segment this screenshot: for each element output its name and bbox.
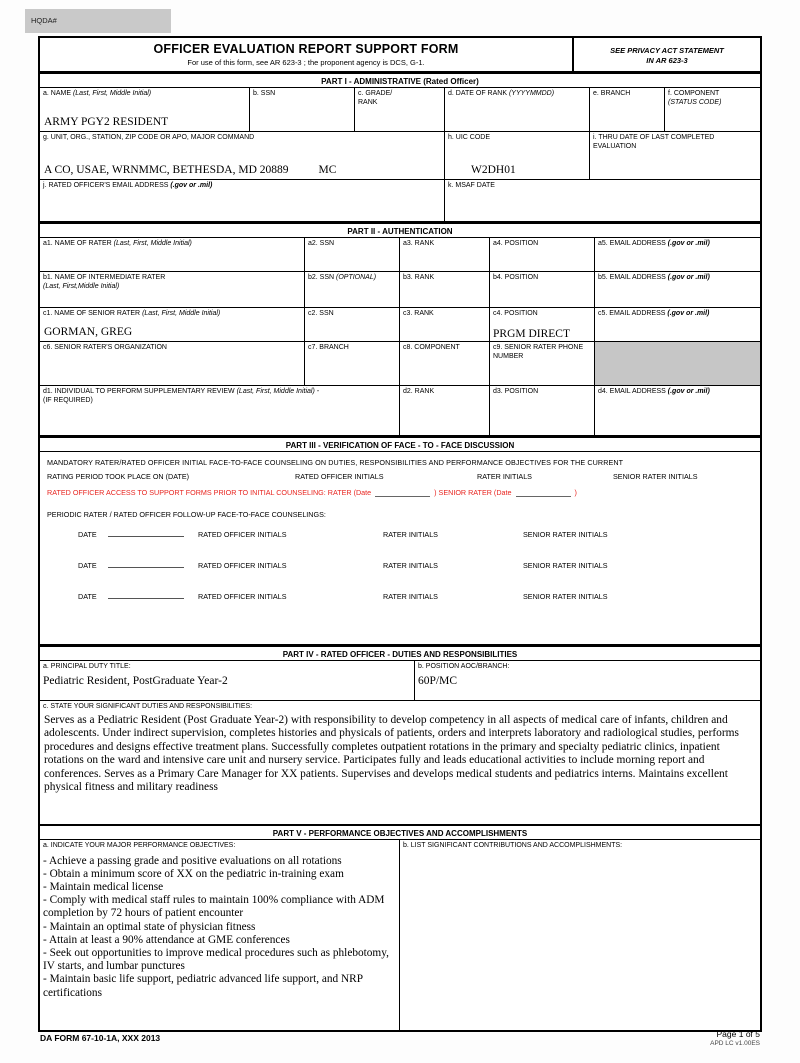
apd-version: APD LC v1.00ES: [710, 1040, 760, 1047]
field-unit-value: A CO, USAE, WRNMMC, BETHESDA, MD 20889: [44, 164, 289, 176]
senior-rater-initials-label: SENIOR RATER INITIALS: [613, 472, 698, 481]
privacy-line-2: IN AR 623-3: [646, 56, 688, 66]
supp-reviewer-label2: (IF REQUIRED): [43, 396, 93, 404]
field-thru-date-label: i. THRU DATE OF LAST COMPLETED EVALUATION: [593, 134, 715, 150]
field-ssn-label: b. SSN: [253, 90, 276, 97]
rated-officer-initials-label: RATED OFFICER INITIALS: [198, 561, 287, 570]
field-int-rater-position[interactable]: [490, 272, 595, 307]
counseling-statement-line1: MANDATORY RATER/RATED OFFICER INITIAL FACE-TO-FACE COUNSELING ON DUTIES, RESPONSIBILITIES AND PERFORMANCE OBJECTIVES FOR THE CURRENT: [47, 458, 624, 467]
rater-name-label: a1. NAME OF RATER: [43, 240, 114, 247]
field-name-label-italic: (Last, First, Middle Initial): [72, 90, 152, 97]
field-msaf-date-label: k. MSAF DATE: [448, 182, 495, 189]
rater-initials-label: RATER INITIALS: [383, 530, 438, 539]
senior-rater-initials-label: SENIOR RATER INITIALS: [523, 592, 608, 601]
int-rater-name-italic: (Last, First,Middle Initial): [43, 282, 120, 290]
field-name[interactable]: [40, 88, 250, 131]
int-rater-email-label: b5. EMAIL ADDRESS: [598, 274, 668, 281]
field-performance-objectives[interactable]: [40, 840, 400, 1030]
field-component-status: (STATUS CODE): [668, 98, 722, 106]
field-grade-label: c. GRADE/: [358, 90, 393, 97]
rater-ssn-label: a2. SSN: [308, 240, 335, 247]
counseling-statement-line2: [47, 472, 753, 484]
objective-item: - Maintain an optimal state of physician fitness: [43, 920, 256, 933]
form-subtitle: For use of this form, see AR 623-3 ; the proponent agency is DCS, G-1.: [187, 58, 425, 67]
counseling-date-row-2: [47, 555, 753, 581]
part5-content: [40, 840, 760, 1030]
field-int-rater-name[interactable]: [40, 272, 305, 307]
objective-item: - Comply with medical staff rules to maintain 100% compliance with ADM completion by 72 hours of patient encounter: [43, 894, 385, 920]
date-blank[interactable]: [108, 559, 184, 568]
part1-header: PART I - ADMINISTRATIVE (Rated Officer): [40, 72, 760, 88]
field-sr-phone[interactable]: [490, 342, 595, 385]
supp-reviewer-position-label: d3. POSITION: [493, 388, 539, 395]
privacy-act-note: [574, 38, 760, 71]
position-aoc-branch-label: b. POSITION AOC/BRANCH:: [418, 663, 510, 670]
supp-reviewer-email-label: d4. EMAIL ADDRESS: [598, 388, 668, 395]
objective-item: - Obtain a minimum score of XX on the pediatric in-training exam: [43, 867, 344, 880]
field-name-value: ARMY PGY2 RESIDENT: [44, 116, 169, 128]
field-date-of-rank-format: (YYYYMMDD): [508, 90, 555, 97]
form-title-block: [40, 38, 574, 71]
form-title: OFFICER EVALUATION REPORT SUPPORT FORM: [153, 42, 459, 56]
date-blank[interactable]: [108, 528, 184, 537]
access-statement-line: [47, 488, 753, 497]
part2-intermediate-rater-row: [40, 272, 760, 308]
page-info: [710, 1029, 760, 1047]
field-supp-reviewer-position[interactable]: [490, 386, 595, 435]
page-number: Page 1 of 5: [716, 1029, 760, 1039]
field-rater-position[interactable]: [490, 238, 595, 271]
part2-rater-row: [40, 238, 760, 272]
access-statement-text1: RATED OFFICER ACCESS TO SUPPORT FORMS PRIOR TO INITIAL COUNSELING: RATER (Date: [47, 488, 372, 497]
field-msaf-date[interactable]: [445, 180, 760, 221]
rater-initials-label: RATER INITIALS: [477, 472, 532, 481]
field-sr-rank[interactable]: [400, 308, 490, 341]
rater-email-label: a5. EMAIL ADDRESS: [598, 240, 668, 247]
field-uic-label: h. UIC CODE: [448, 134, 491, 141]
sr-email-label: c5. EMAIL ADDRESS: [598, 310, 668, 317]
part1-row-2: [40, 132, 760, 180]
date-label: DATE: [78, 592, 97, 601]
duties-responsibilities-text: Serves as a Pediatric Resident (Post Graduate Year-2) with responsibility to develop competency in all aspects of medical care of infants, children and adolescents. Under indirect supervision, completes histories and physicals of patients, orders and interprets laboratory and radiological studies, performs procedures and designs effective treatment plans. Successfully completes outpatient rotations in the primary and specialty pediatric clinics, inpatient rotations on the ward and intensive care unit and nursery service. Participates fully and leads educational activities to include morning report and conferences. Serves as a Primary Care Manager for XX patients. Supervises and develops medical students and pediatrics interns. Maintains excellent physical fitness and military readiness: [44, 713, 739, 793]
contributions-label: b. LIST SIGNIFICANT CONTRIBUTIONS AND ACCOMPLISHMENTS:: [403, 842, 623, 849]
int-rater-ssn-optional: (OPTIONAL): [336, 274, 377, 281]
supp-reviewer-label: d1. INDIVIDUAL TO PERFORM SUPPLEMENTARY REVIEW: [43, 388, 237, 395]
sr-organization-label: c6. SENIOR RATER'S ORGANIZATION: [43, 344, 167, 351]
field-supp-reviewer-name[interactable]: [40, 386, 400, 435]
supp-reviewer-rank-label: d2. RANK: [403, 388, 435, 395]
hqda-number-field[interactable]: [25, 9, 171, 33]
objective-item: - Attain at least a 90% attendance at GME conferences: [43, 933, 290, 946]
part4-header: PART IV - RATED OFFICER - DUTIES AND RESPONSIBILITIES: [40, 645, 760, 661]
part4-duties-block[interactable]: [40, 701, 760, 824]
field-date-of-rank[interactable]: [445, 88, 590, 131]
sr-position-value: PRGM DIRECT: [493, 328, 570, 340]
field-rater-ssn[interactable]: [305, 238, 400, 271]
counseling-date-row-3: [47, 586, 753, 612]
field-email-label: j. RATED OFFICER'S EMAIL ADDRESS: [43, 182, 171, 189]
field-int-rater-rank[interactable]: [400, 272, 490, 307]
senior-rater-initials-label: SENIOR RATER INITIALS: [523, 530, 608, 539]
field-branch-label: e. BRANCH: [593, 90, 631, 97]
field-sr-branch[interactable]: [305, 342, 400, 385]
field-position-aoc-branch[interactable]: [415, 661, 760, 700]
field-int-rater-ssn[interactable]: [305, 272, 400, 307]
field-rater-rank[interactable]: [400, 238, 490, 271]
rater-position-label: a4. POSITION: [493, 240, 539, 247]
field-sr-organization[interactable]: [40, 342, 305, 385]
field-sr-component[interactable]: [400, 342, 490, 385]
sr-phone-label: c9. SENIOR RATER PHONE NUMBER: [493, 344, 584, 360]
field-rater-email[interactable]: [595, 238, 760, 271]
privacy-line-1: SEE PRIVACY ACT STATEMENT: [610, 46, 724, 55]
field-rank-label: RANK: [358, 98, 378, 106]
sr-name-value: GORMAN, GREG: [44, 326, 133, 338]
part3-header: PART III - VERIFICATION OF FACE - TO - FACE DISCUSSION: [40, 436, 760, 452]
form-number: DA FORM 67-10-1A, XXX 2013: [40, 1033, 161, 1043]
field-thru-date[interactable]: [590, 132, 760, 179]
int-rater-position-label: b4. POSITION: [493, 274, 539, 281]
date-label: DATE: [78, 561, 97, 570]
principal-duty-title-label: a. PRINCIPAL DUTY TITLE:: [43, 663, 131, 670]
shaded-na-cell: [595, 342, 760, 385]
field-principal-duty-title[interactable]: [40, 661, 415, 700]
date-label: DATE: [78, 530, 97, 539]
field-component[interactable]: [665, 88, 760, 131]
rater-date-blank[interactable]: [375, 489, 430, 497]
field-unit-branch-value: MC: [318, 164, 337, 176]
rated-officer-initials-label: RATED OFFICER INITIALS: [198, 530, 287, 539]
form-title-row: [40, 38, 760, 72]
field-unit[interactable]: [40, 132, 445, 179]
part2-senior-rater-org-row: [40, 342, 760, 386]
field-sr-name[interactable]: [40, 308, 305, 341]
rater-initials-label: RATER INITIALS: [383, 561, 438, 570]
field-name-label: a. NAME: [43, 90, 73, 97]
supp-reviewer-email-italic: (.gov or .mil): [667, 388, 710, 395]
field-sr-ssn[interactable]: [305, 308, 400, 341]
field-email-domain-note: (.gov or .mil): [170, 182, 213, 189]
field-grade-rank[interactable]: [355, 88, 445, 131]
objective-item: - Seek out opportunities to improve medical procedures such as phlebotomy, IV starts, and lumbar punctures: [43, 946, 389, 973]
rated-officer-initials-label: RATED OFFICER INITIALS: [295, 472, 384, 481]
sr-component-label: c8. COMPONENT: [403, 344, 460, 351]
field-date-of-rank-label: d. DATE OF RANK: [448, 90, 509, 97]
field-component-label: f. COMPONENT: [668, 90, 720, 97]
sr-position-label: c4. POSITION: [493, 310, 538, 317]
sr-name-italic: (Last, First, Middle Initial): [142, 310, 221, 317]
performance-objectives-label: a. INDICATE YOUR MAJOR PERFORMANCE OBJECTIVES:: [43, 842, 236, 849]
field-rater-name[interactable]: [40, 238, 305, 271]
duties-responsibilities-label: c. STATE YOUR SIGNIFICANT DUTIES AND RESPONSIBILITIES:: [43, 703, 253, 710]
date-blank[interactable]: [108, 590, 184, 599]
counseling-date-row-1: [47, 524, 753, 550]
sr-email-italic: (.gov or .mil): [667, 310, 710, 317]
field-unit-label: g. UNIT, ORG., STATION, ZIP CODE OR APO, MAJOR COMMAND: [43, 134, 255, 141]
counseling-date-label: RATING PERIOD TOOK PLACE ON (DATE): [47, 472, 190, 481]
sr-name-label: c1. NAME OF SENIOR RATER: [43, 310, 143, 317]
principal-duty-title-value: Pediatric Resident, PostGraduate Year-2: [43, 674, 228, 687]
access-statement-text3: ): [574, 488, 577, 497]
part3-content[interactable]: [40, 452, 760, 645]
int-rater-name-label: b1. NAME OF INTERMEDIATE RATER: [43, 274, 166, 281]
field-int-rater-email[interactable]: [595, 272, 760, 307]
part5-header: PART V - PERFORMANCE OBJECTIVES AND ACCOMPLISHMENTS: [40, 824, 760, 840]
field-supp-reviewer-email[interactable]: [595, 386, 760, 435]
sr-rank-label: c3. RANK: [403, 310, 434, 317]
field-rated-officer-email[interactable]: [40, 180, 445, 221]
field-supp-reviewer-rank[interactable]: [400, 386, 490, 435]
part2-supplementary-reviewer-row: [40, 386, 760, 436]
int-rater-email-italic: (.gov or .mil): [667, 274, 710, 281]
position-aoc-branch-value: 60P/MC: [418, 674, 457, 687]
access-statement-text2: ) SENIOR RATER (Date: [434, 488, 512, 497]
senior-rater-date-blank[interactable]: [516, 489, 571, 497]
part4-duty-row: [40, 661, 760, 701]
int-rater-ssn-label: b2. SSN: [308, 274, 337, 281]
part1-row-3: [40, 180, 760, 222]
part2-header: PART II - AUTHENTICATION: [40, 222, 760, 238]
rater-rank-label: a3. RANK: [403, 240, 435, 247]
part2-senior-rater-row: [40, 308, 760, 342]
field-sr-email[interactable]: [595, 308, 760, 341]
field-uic-code[interactable]: [445, 132, 590, 179]
rater-name-italic: (Last, First, Middle Initial): [113, 240, 192, 247]
rated-officer-initials-label: RATED OFFICER INITIALS: [198, 592, 287, 601]
part1-row-1: [40, 88, 760, 132]
rater-email-italic: (.gov or .mil): [667, 240, 710, 247]
objective-item: - Achieve a passing grade and positive evaluations on all rotations: [43, 854, 342, 867]
senior-rater-initials-label: SENIOR RATER INITIALS: [523, 561, 608, 570]
field-sr-position[interactable]: [490, 308, 595, 341]
field-ssn[interactable]: [250, 88, 355, 131]
performance-objectives-list: [43, 855, 396, 1000]
field-branch[interactable]: [590, 88, 665, 131]
rater-initials-label: RATER INITIALS: [383, 592, 438, 601]
sr-ssn-label: c2. SSN: [308, 310, 334, 317]
supp-reviewer-italic: (Last, First, Middle Initial) -: [236, 388, 320, 395]
periodic-counseling-label: PERIODIC RATER / RATED OFFICER FOLLOW-UP FACE-TO-FACE COUNSELINGS:: [47, 510, 326, 519]
hqda-label: HQDA#: [31, 16, 57, 25]
objective-item: - Maintain medical license: [43, 880, 164, 893]
objective-item: - Maintain basic life support, pediatric advanced life support, and NRP certifications: [43, 973, 363, 999]
oer-support-form: [38, 36, 762, 1032]
field-uic-value: W2DH01: [471, 164, 516, 176]
int-rater-rank-label: b3. RANK: [403, 274, 435, 281]
sr-branch-label: c7. BRANCH: [308, 344, 349, 351]
field-contributions-accomplishments[interactable]: [400, 840, 760, 1030]
